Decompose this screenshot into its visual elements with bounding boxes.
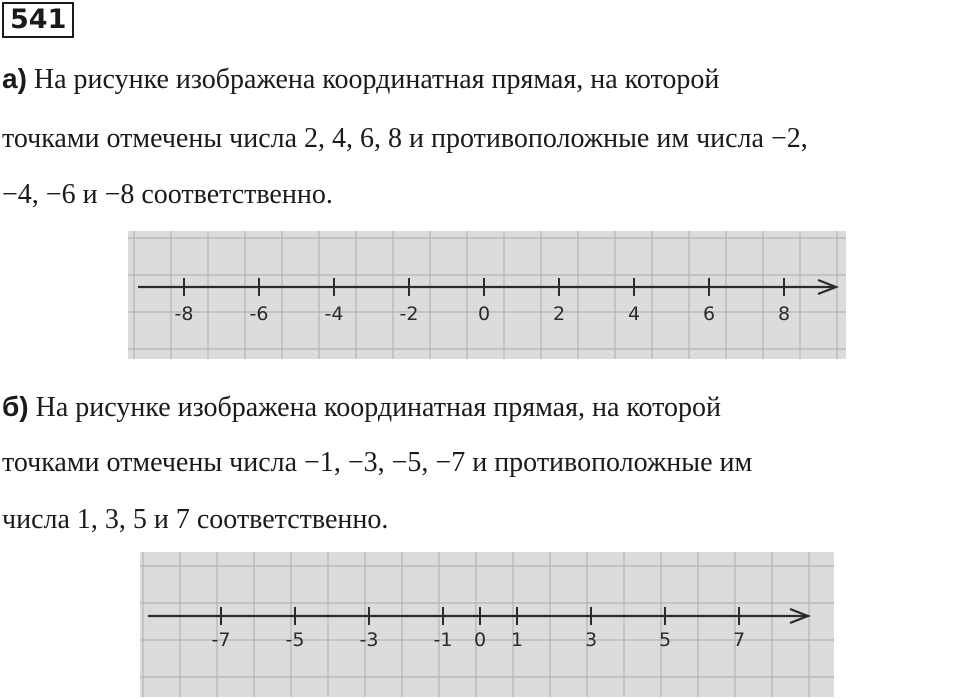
part-b-tick-label: -1 [433,629,453,651]
part-a-tick-label: 6 [702,303,716,325]
part-a-tick-label: -8 [174,303,194,325]
part-b-line-2: точками отмечены числа −1, −3, −5, −7 и противоположные им [2,447,753,478]
part-b-label: б) [2,391,29,422]
part-a-label: а) [2,63,27,94]
part-b-tick-label: -7 [211,629,231,651]
part-a-tick-label: 0 [477,303,491,325]
number-line-photo-a [128,231,846,359]
part-a-line-2: точками отмечены числа 2, 4, 6, 8 и противоположные им числа −2, [2,123,808,154]
part-a-tick-label: -4 [324,303,344,325]
number-line-a [128,231,846,359]
part-a-line-3: −4, −6 и −8 соответственно. [2,179,333,210]
part-a-line-1 [2,62,719,97]
number-line-b [140,552,834,697]
paper-background [128,231,846,359]
part-b-tick-label: -5 [285,629,305,651]
part-b-tick-label: 5 [658,629,672,651]
part-b-line-1 [2,390,721,425]
part-b-tick-label: 3 [584,629,598,651]
number-line-photo-b [140,552,834,697]
part-b-line-3: числа 1, 3, 5 и 7 соответственно. [2,504,389,535]
paper-background [140,552,834,697]
part-b-tick-label: 1 [510,629,524,651]
part-a-text-1: На рисунке изображена координатная прямая, на которой [33,64,720,95]
part-b-tick-label: -3 [359,629,379,651]
part-a-tick-label: 2 [552,303,566,325]
part-a-tick-label: -2 [399,303,419,325]
part-b-tick-label: 7 [732,629,746,651]
part-b-tick-label: 0 [473,629,487,651]
exercise-number: 541 [2,2,74,38]
part-a-tick-label: 4 [627,303,641,325]
part-a-tick-label: -6 [249,303,269,325]
part-a-tick-label: 8 [777,303,791,325]
part-b-text-1: На рисунке изображена координатная прямая, на которой [35,392,722,423]
